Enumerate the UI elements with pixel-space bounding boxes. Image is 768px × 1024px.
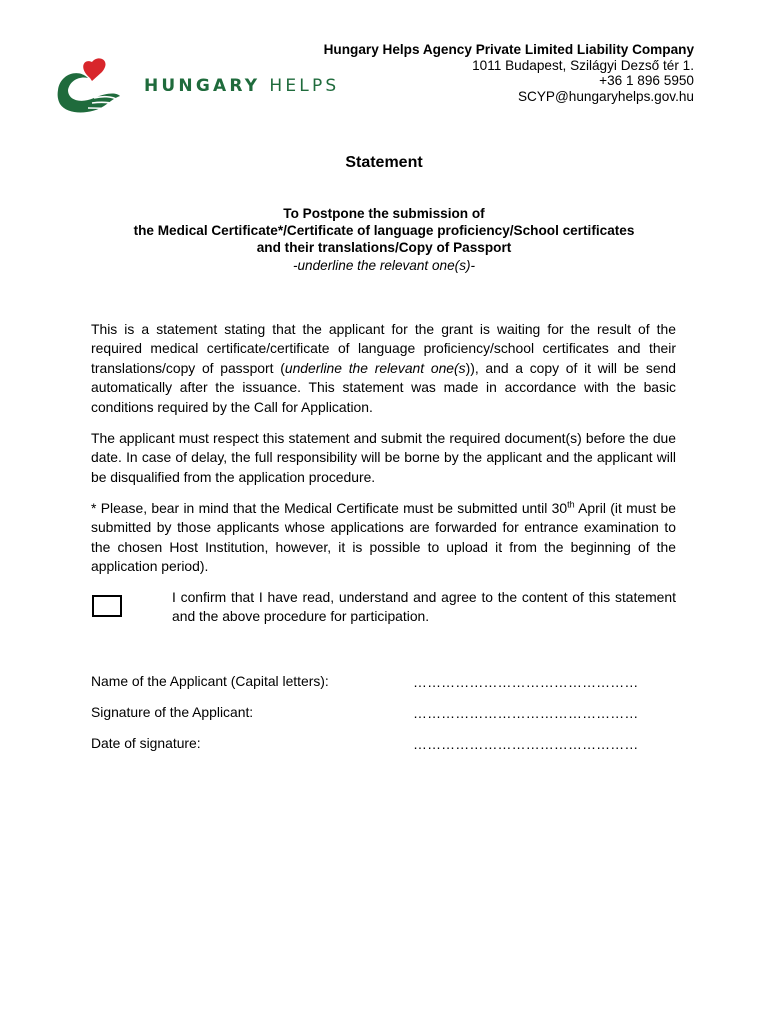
subtitle-line-3: and their translations/Copy of Passport bbox=[256, 240, 512, 256]
applicant-name-field[interactable] bbox=[413, 671, 675, 693]
hands-heart-icon bbox=[54, 56, 124, 118]
statement-paragraph-3 bbox=[91, 499, 676, 577]
signature-date-field[interactable] bbox=[413, 733, 675, 755]
document-subtitle bbox=[0, 205, 768, 274]
para3-text-end: April (it must be submitted by those applicants whose applications are forwarded for entrance examination to the chosen Host Institution, however, it is possible to upload it from the beginning of the application period). bbox=[91, 500, 676, 575]
para1-italic-note: underline the relevant one(s bbox=[284, 359, 466, 376]
brand-name-first: HUNGARY bbox=[144, 76, 261, 96]
subtitle-line-1: To Postpone the submission of bbox=[283, 206, 485, 221]
statement-paragraph-1 bbox=[91, 320, 676, 417]
hungary-helps-logo bbox=[40, 54, 360, 124]
brand-name bbox=[144, 76, 339, 96]
confirm-statement: I confirm that I have read, understand and agree to the content of this statement and the above procedure for participation. bbox=[172, 589, 676, 625]
applicant-signature-row bbox=[91, 704, 676, 724]
company-email: SCYP@hungaryhelps.gov.hu bbox=[517, 89, 694, 105]
para3-text-start: * Please, bear in mind that the Medical Certificate must be submitted until 30 bbox=[91, 500, 568, 516]
company-name: Hungary Helps Agency Private Limited Liability Company bbox=[323, 42, 694, 57]
brand-name-second: HELPS bbox=[269, 76, 340, 96]
subtitle-note: -underline the relevant one(s)- bbox=[292, 257, 476, 273]
applicant-signature-field[interactable] bbox=[413, 702, 675, 724]
applicant-name-row bbox=[91, 673, 676, 693]
document-title: Statement bbox=[345, 154, 423, 171]
statement-paragraph-2: The applicant must respect this statement and submit the required document(s) before the due date. In case of delay, the full responsibility will be borne by the applicant and the applicant will be disqualified from the application procedure. bbox=[91, 430, 676, 485]
applicant-name-label: Name of the Applicant (Capital letters): bbox=[91, 673, 329, 689]
applicant-signature-label: Signature of the Applicant: bbox=[91, 704, 254, 720]
subtitle-line-2: the Medical Certificate*/Certificate of language proficiency/School certificates bbox=[133, 223, 635, 239]
para1-text-start: This is a statement stating that the applicant for the grant is waiting for the result of the required medical certificate/certificate of language proficiency/school certificates and their translations/copy of passport ( bbox=[91, 321, 676, 376]
company-phone: +36 1 896 5950 bbox=[599, 73, 694, 89]
confirm-checkbox[interactable] bbox=[92, 595, 122, 617]
para1-text-end: )), and a copy of it will be send automatically after the issuance. This statement was made in accordance with the basic conditions required by the Call for Application. bbox=[91, 359, 676, 415]
company-address: 1011 Budapest, Szilágyi Dezső tér 1. bbox=[472, 57, 694, 73]
para3-superscript: th bbox=[567, 499, 575, 510]
signature-date-row bbox=[91, 735, 676, 755]
company-info bbox=[324, 42, 694, 105]
signature-date-label: Date of signature: bbox=[91, 735, 201, 751]
